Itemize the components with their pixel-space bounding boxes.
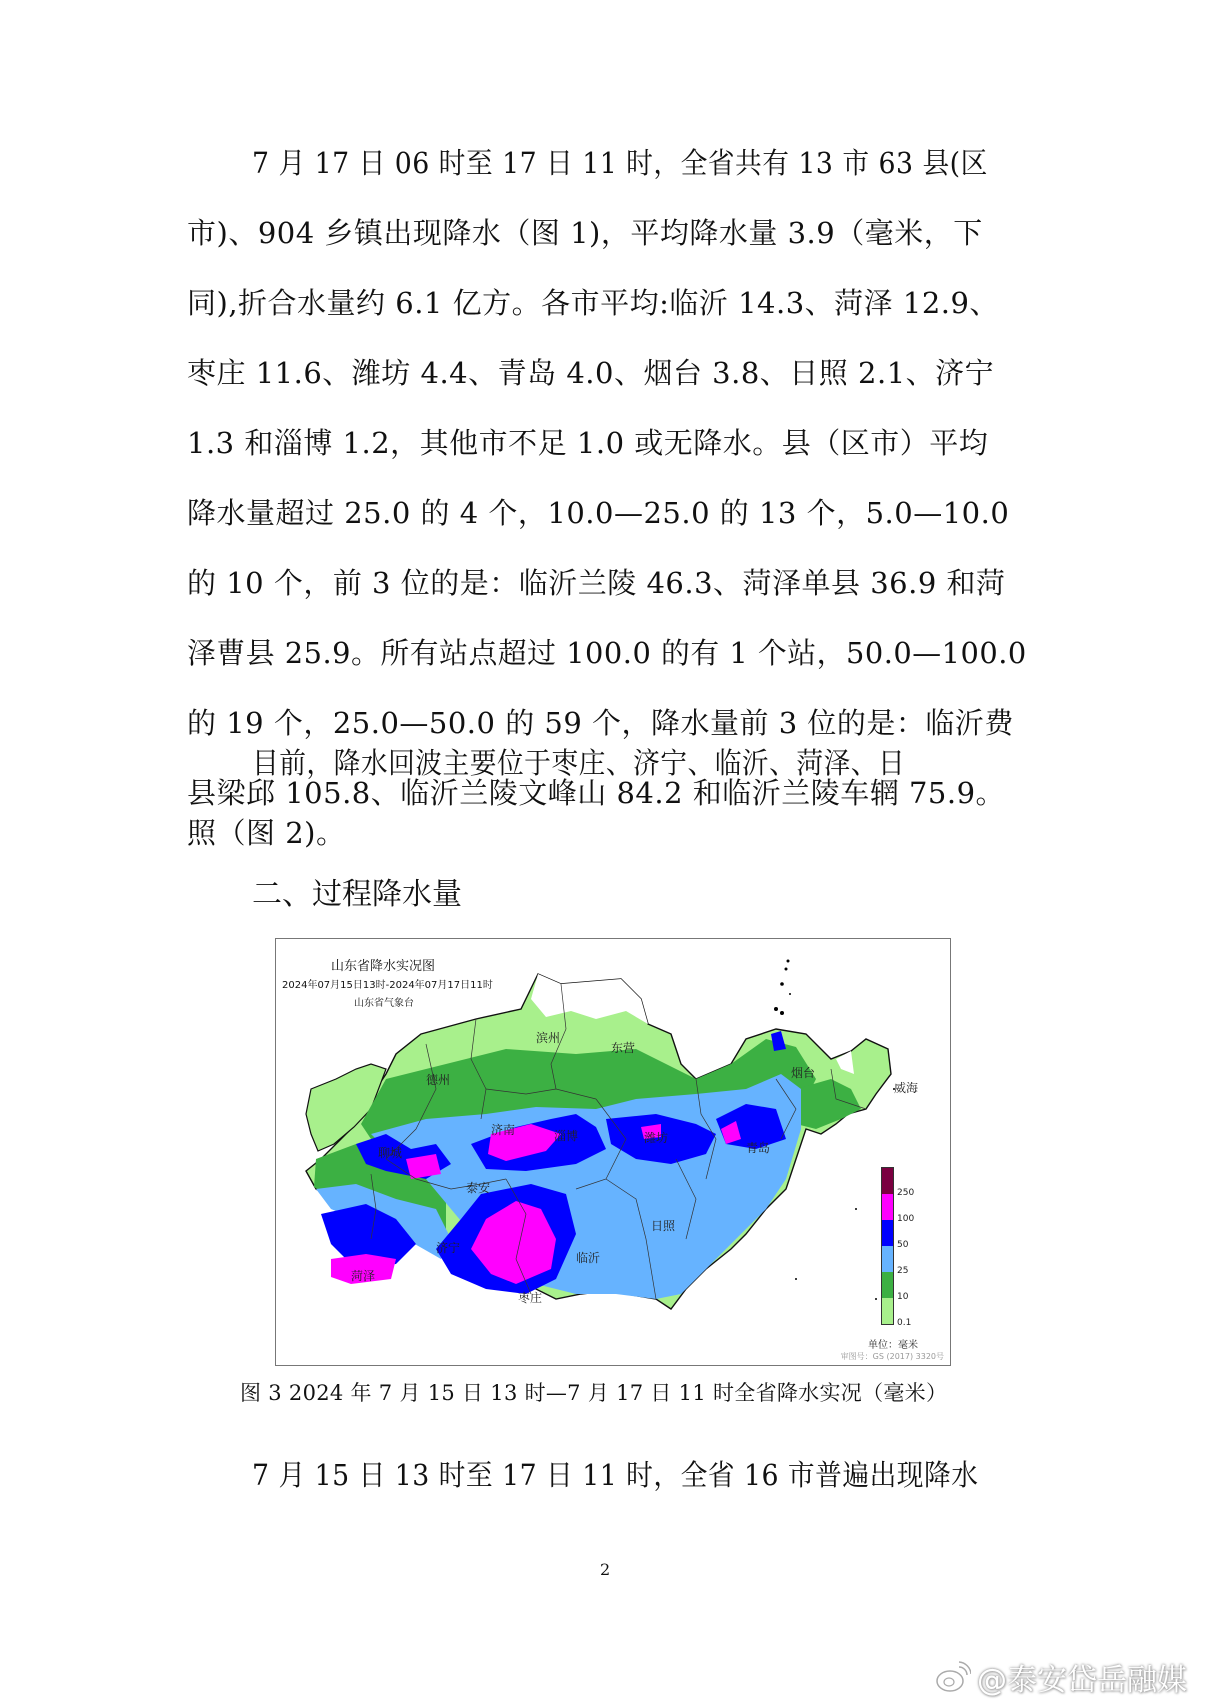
watermark	[935, 1655, 1187, 1699]
legend-swatch	[882, 1272, 893, 1298]
text-line: 照（图 2)。	[187, 816, 346, 850]
text-line: 降水量超过 25.0 的 4 个，10.0—25.0 的 13 个，5.0—10.0	[187, 496, 1010, 530]
city-label: 淄博	[554, 1129, 579, 1143]
city-label: 菏泽	[351, 1269, 376, 1283]
map-issuer: 山东省气象台	[354, 998, 414, 1009]
city-label: 泰安	[466, 1181, 491, 1195]
city-label: 临沂	[576, 1251, 601, 1265]
city-label: 烟台	[791, 1066, 816, 1080]
legend-swatch	[882, 1168, 893, 1194]
map-approval-number: 审图号：GS (2017) 3320号	[840, 1352, 944, 1361]
legend-swatch	[882, 1246, 893, 1272]
text-line: 的 19 个，25.0—50.0 的 59 个，降水量前 3 位的是：临沂费	[187, 706, 1014, 740]
city-label: 青岛	[746, 1141, 771, 1155]
city-label: 威海	[894, 1081, 919, 1095]
text-line: 的 10 个，前 3 位的是：临沂兰陵 46.3、菏泽单县 36.9 和菏	[187, 566, 1006, 600]
page-number: 2	[600, 1560, 611, 1579]
section-heading: 二、过程降水量	[252, 877, 462, 912]
text-line: 泽曹县 25.9。所有站点超过 100.0 的有 1 个站，50.0—100.0	[187, 636, 1027, 670]
weibo-icon	[935, 1661, 971, 1693]
text-line: 同),折合水量约 6.1 亿方。各市平均:临沂 14.3、菏泽 12.9、	[187, 286, 999, 320]
rainfall-map	[275, 938, 951, 1366]
city-label: 枣庄	[518, 1291, 543, 1305]
legend-swatch	[882, 1220, 893, 1246]
legend	[881, 1167, 941, 1327]
legend-label: 50	[897, 1240, 909, 1250]
legend-label: 25	[897, 1266, 909, 1276]
city-label: 济南	[491, 1123, 516, 1137]
city-label: 滨州	[536, 1031, 561, 1045]
text-line: 7 月 17 日 06 时至 17 日 11 时，全省共有 13 市 63 县(区	[252, 146, 988, 180]
map-period: 2024年07月15日13时-2024年07月17日11时	[282, 980, 493, 991]
text-line: 1.3 和淄博 1.2，其他市不足 1.0 或无降水。县（区市）平均	[187, 426, 989, 460]
legend-swatch	[882, 1194, 893, 1220]
city-label: 德州	[426, 1073, 451, 1087]
city-label: 聊城	[378, 1146, 403, 1160]
watermark-text: @泰安岱岳融媒	[977, 1663, 1187, 1698]
city-label: 济宁	[436, 1241, 461, 1255]
text-line: 县梁邱 105.8、临沂兰陵文峰山 84.2 和临沂兰陵车辋 75.9。	[187, 776, 1006, 810]
text-line: 市)、904 乡镇出现降水（图 1)，平均降水量 3.9（毫米，下	[187, 216, 983, 250]
figure-caption: 图 3 2024 年 7 月 15 日 13 时—7 月 17 日 11 时全省降水实况（毫米）	[240, 1381, 948, 1405]
legend-label: 250	[897, 1188, 915, 1198]
city-label: 日照	[651, 1219, 676, 1233]
legend-unit: 单位：毫米	[868, 1340, 918, 1351]
legend-label: 0.1	[897, 1318, 912, 1328]
text-line: 目前，降水回波主要位于枣庄、济宁、临沂、菏泽、日	[252, 746, 906, 780]
legend-label: 100	[897, 1214, 915, 1224]
legend-colorbar	[881, 1167, 894, 1325]
text-line: 7 月 15 日 13 时至 17 日 11 时，全省 16 市普遍出现降水	[252, 1458, 979, 1492]
map-title: 山东省降水实况图	[331, 959, 436, 974]
city-label: 东营	[611, 1041, 636, 1055]
legend-swatch	[882, 1298, 893, 1324]
legend-label: 10	[897, 1292, 909, 1302]
city-label: 潍坊	[644, 1131, 669, 1145]
text-line: 枣庄 11.6、潍坊 4.4、青岛 4.0、烟台 3.8、日照 2.1、济宁	[187, 356, 995, 390]
